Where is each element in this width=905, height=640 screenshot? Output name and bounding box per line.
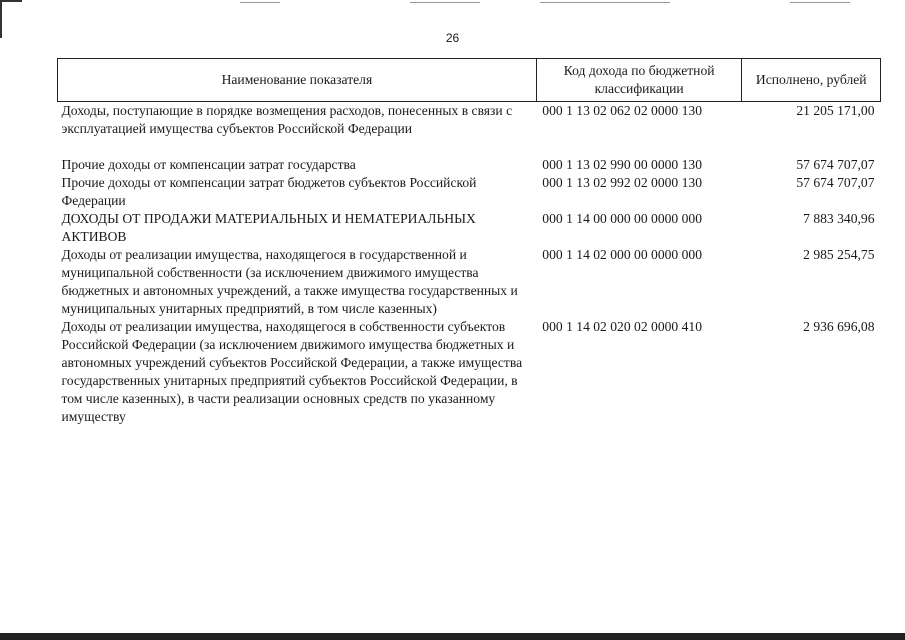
table-row xyxy=(58,102,881,139)
row-value: 7 883 340,96 xyxy=(803,211,875,226)
row-spacer xyxy=(58,138,881,156)
row-code: 000 1 14 00 000 00 0000 000 xyxy=(542,211,703,226)
row-name: ДОХОДЫ ОТ ПРОДАЖИ МАТЕРИАЛЬНЫХ И НЕМАТЕРИАЛЬНЫХ АКТИВОВ xyxy=(61,211,476,244)
table-row xyxy=(58,318,881,426)
row-code: 000 1 13 02 992 02 0000 130 xyxy=(542,175,703,190)
table-header-row xyxy=(58,59,881,102)
scan-mark xyxy=(240,2,280,3)
table-row xyxy=(58,174,881,210)
scan-edge-corner xyxy=(0,0,22,2)
row-code: 000 1 13 02 062 02 0000 130 xyxy=(542,103,703,118)
table-row xyxy=(58,156,881,174)
row-code: 000 1 14 02 020 02 0000 410 xyxy=(542,319,703,334)
income-table xyxy=(57,58,881,426)
table-row xyxy=(58,210,881,246)
scan-mark xyxy=(540,2,670,3)
row-name: Доходы, поступающие в порядке возмещения расходов, понесенных в связи с эксплуатацией имущества субъектов Российской Федерации xyxy=(61,103,513,136)
row-value: 2 985 254,75 xyxy=(803,247,875,262)
row-value: 57 674 707,07 xyxy=(796,175,875,190)
scan-edge-bottom xyxy=(0,633,905,640)
row-name: Доходы от реализации имущества, находящегося в собственности субъектов Российской Федерации (за исключением движимого имущества бюджетных и автономных учреждений субъектов Российской Федерации, а также имущества государственных унитарных предприятий субъектов Российской Федерации, в том числе казенных), в части реализации основных средств по указанному имуществу xyxy=(61,319,523,424)
row-name: Доходы от реализации имущества, находящегося в государственной и муниципальной собственности (за исключением движимого имущества бюджетных и автономных учреждений, а также имущества государственных и муниципальных унитарных предприятий, в том числе казенных) xyxy=(61,247,518,316)
scan-mark xyxy=(790,2,850,3)
page-number: 26 xyxy=(445,31,460,45)
header-executed: Исполнено, рублей xyxy=(742,59,881,102)
row-code: 000 1 13 02 990 00 0000 130 xyxy=(542,157,703,172)
row-value: 21 205 171,00 xyxy=(796,103,875,118)
row-code: 000 1 14 02 000 00 0000 000 xyxy=(542,247,703,262)
row-value: 57 674 707,07 xyxy=(796,157,875,172)
header-name: Наименование показателя xyxy=(58,59,537,102)
table-row xyxy=(58,246,881,318)
row-name: Прочие доходы от компенсации затрат государства xyxy=(61,157,356,172)
row-value: 2 936 696,08 xyxy=(803,319,875,334)
header-code: Код дохода по бюджетной классификации xyxy=(536,59,742,102)
row-name: Прочие доходы от компенсации затрат бюджетов субъектов Российской Федерации xyxy=(61,175,477,208)
scan-mark xyxy=(410,2,480,3)
